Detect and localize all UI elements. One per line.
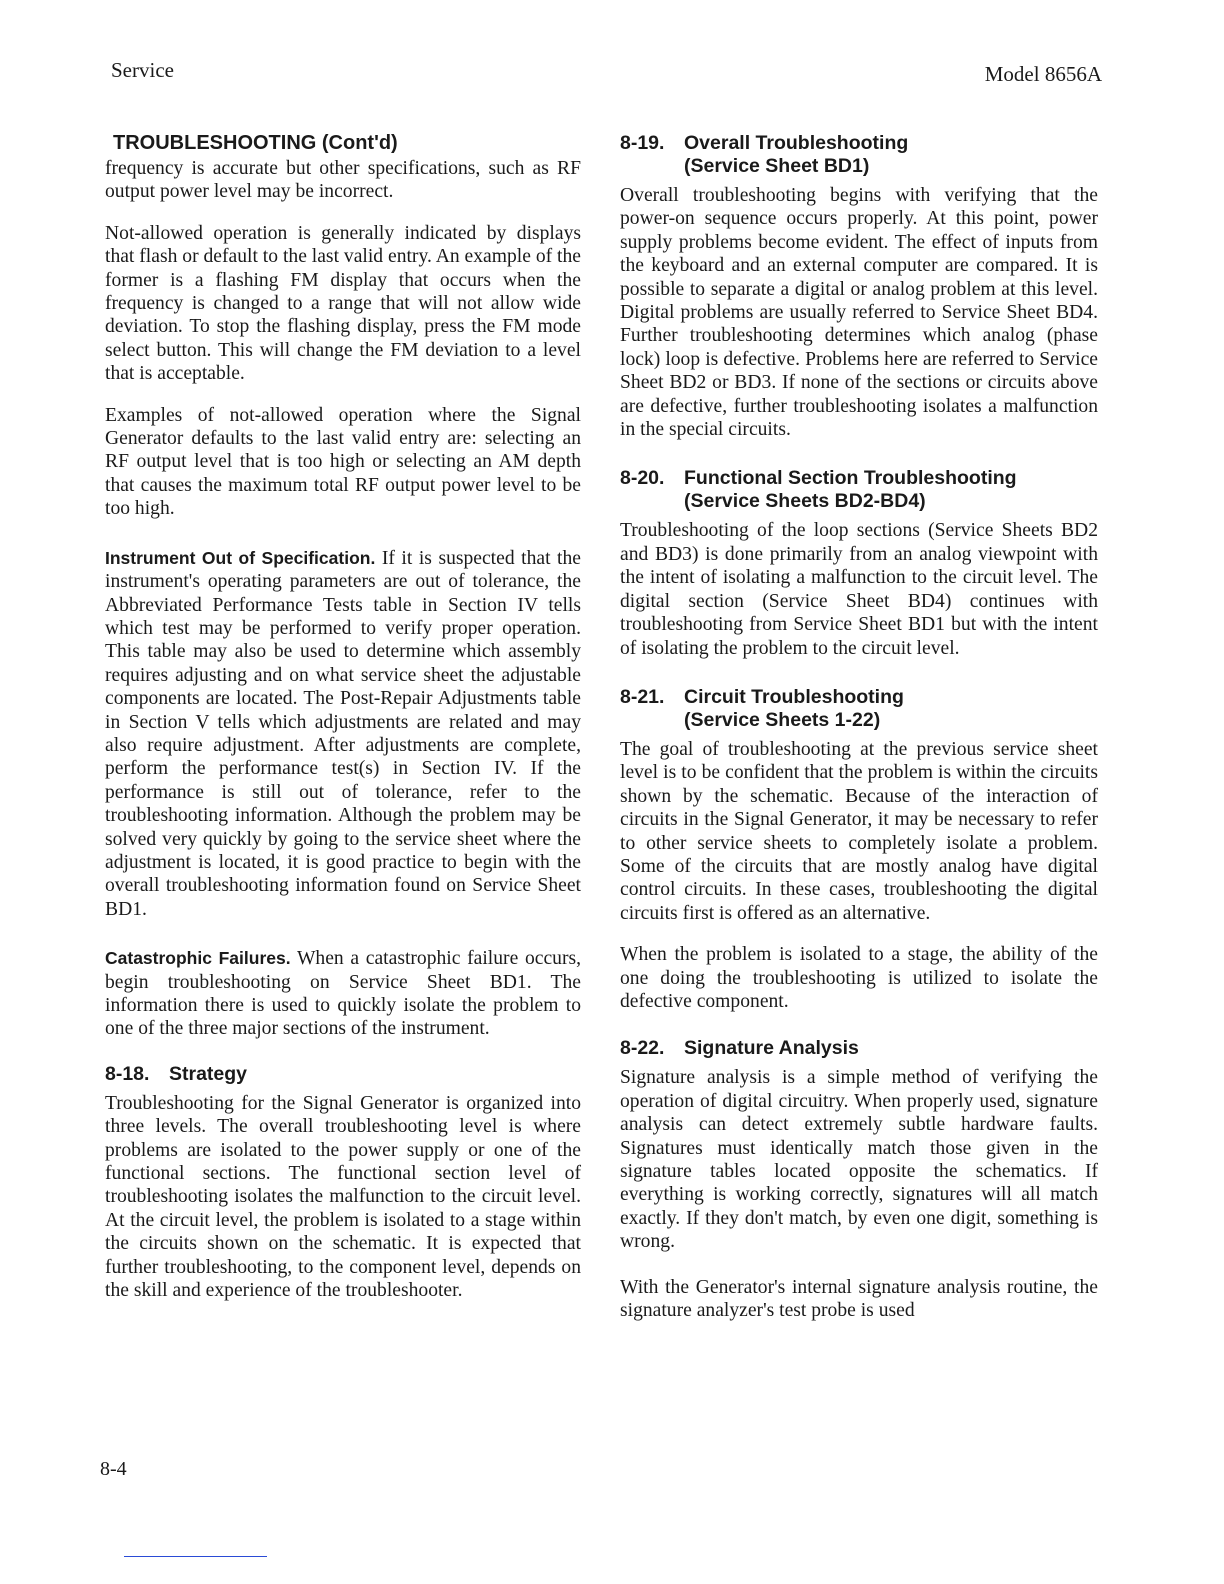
section-heading: TROUBLESHOOTING (Cont'd) <box>113 132 398 154</box>
section-number: 8-22. <box>620 1037 665 1060</box>
paragraph: frequency is accurate but other specifications, such as RF output power level may be incorrect. <box>105 158 581 203</box>
paragraph-catastrophic <box>105 947 581 1041</box>
section-number: 8-19. <box>620 132 665 154</box>
section-subtitle: (Service Sheets 1-22) <box>684 708 881 731</box>
right-column <box>620 128 1098 1340</box>
paragraph-text: If it is suspected that the instrument's operating parameters are out of tolerance, the Abbreviated Performance Tests table in Section IV tells which test may be performed to verify proper operation. This table may also be used to determine which assembly requires adjusting and on what service sheet the adjustable components are located. The Post-Repair Adjustments table in Section V tells which adjustments are related and may also require adjustment. After adjustments are complete, perform the performance test(s) in Section IV. If the performance is still out of tolerance, refer to the troubleshooting information. Although the problem may be solved very quickly by going to the service sheet where the adjustment is located, it is good practice to begin with the overall troubleshooting information found on Service Sheet BD1. <box>105 547 581 920</box>
section-number: 8-20. <box>620 467 665 490</box>
section-subtitle: (Service Sheets BD2-BD4) <box>684 490 926 513</box>
section-number: 8-21. <box>620 685 665 708</box>
running-header-section: Service <box>111 58 174 82</box>
heading-8-18 <box>105 1063 581 1086</box>
section-title: Signature Analysis <box>684 1037 859 1060</box>
section-title: Functional Section Troubleshooting <box>684 467 1017 490</box>
paragraph: With the Generator's internal signature analysis routine, the signature analyzer's test probe is used <box>620 1276 1098 1322</box>
footer-rule <box>124 1556 267 1557</box>
runin-heading: Instrument Out of Specification. <box>105 547 376 568</box>
paragraph: Troubleshooting for the Signal Generator is organized into three levels. The overall troubleshooting level is where problems are isolated to the power supply or one of the functional sections. The functional section level of troubleshooting isolates the malfunction to the circuit level. At the circuit level, the problem is isolated to a stage within the circuits shown on the schematic. It is expected that further troubleshooting, to the component level, depends on the skill and experience of the troubleshooter. <box>105 1092 581 1302</box>
paragraph-out-of-spec <box>105 547 581 922</box>
paragraph: Not-allowed operation is generally indicated by displays that flash or default to the last valid entry. An example of the former is a flashing FM display that occurs when the frequency is changed to a range that will not allow wide deviation. To stop the flashing display, press the FM mode select button. This will change the FM deviation to a level that is acceptable. <box>105 222 581 385</box>
paragraph-text: When a catastrophic failure occurs, begin troubleshooting on Service Sheet BD1. The information there is used to quickly isolate the problem to one of the three major sections of the instrument. <box>105 948 581 1040</box>
runin-heading: Catastrophic Failures. <box>105 948 291 969</box>
page-number: 8-4 <box>100 1458 127 1480</box>
heading-8-19 <box>620 132 1098 178</box>
section-subtitle: (Service Sheet BD1) <box>684 155 870 177</box>
paragraph: Examples of not-allowed operation where the Signal Generator defaults to the last valid entry are: selecting an RF output level that is too high or selecting an AM depth that causes the maximum total RF output power level to be too high. <box>105 404 581 520</box>
section-title: Circuit Troubleshooting <box>684 685 904 708</box>
running-header-model: Model 8656A <box>984 62 1102 86</box>
section-title: Strategy <box>169 1062 248 1085</box>
heading-8-20 <box>620 467 1098 513</box>
section-title: Overall Troubleshooting <box>684 132 909 154</box>
heading-8-22 <box>620 1037 1098 1060</box>
heading-8-21 <box>620 686 1098 732</box>
paragraph: The goal of troubleshooting at the previous service sheet level is to be confident that the problem is within the circuits shown by the schematic. Because of the interaction of circuits in the Signal Generator, it may be necessary to refer to other service sheets to completely isolate a problem. Some of the circuits that are mostly analog have digital control circuits. In these cases, troubleshooting the digital circuits first is offered as an alternative. <box>620 738 1098 924</box>
paragraph: Troubleshooting of the loop sections (Service Sheets BD2 and BD3) is done primarily from an analog viewpoint with the intent of isolating a malfunction to the circuit level. The digital section (Service Sheet BD4) continues with troubleshooting from Service Sheet BD1 but with the intent of isolating the problem to the circuit level. <box>620 520 1098 659</box>
paragraph: Signature analysis is a simple method of verifying the operation of digital circuitry. When properly used, signature analysis can detect extremely subtle hardware faults. Signatures must identically match those given in the signature tables located opposite the schematics. If everything is working correctly, signatures will all match exactly. If they don't match, by even one digit, something is wrong. <box>620 1067 1098 1253</box>
section-number: 8-18. <box>105 1062 150 1085</box>
paragraph: When the problem is isolated to a stage, the ability of the one doing the troubleshooting is utilized to isolate the defective component. <box>620 944 1098 1012</box>
paragraph: Overall troubleshooting begins with verifying that the power-on sequence occurs properly. At this point, power supply problems become evident. The effect of inputs from the keyboard and an external computer are compared. It is possible to separate a digital or analog problem at this level. Digital problems are usually referred to Service Sheet BD4. Further troubleshooting determines which analog (phase lock) loop is defective. Problems here are referred to Service Sheet BD2 or BD3. If none of the sections or circuits above are defective, further troubleshooting isolates a malfunction in the special circuits. <box>620 185 1098 441</box>
left-column <box>105 128 581 1320</box>
